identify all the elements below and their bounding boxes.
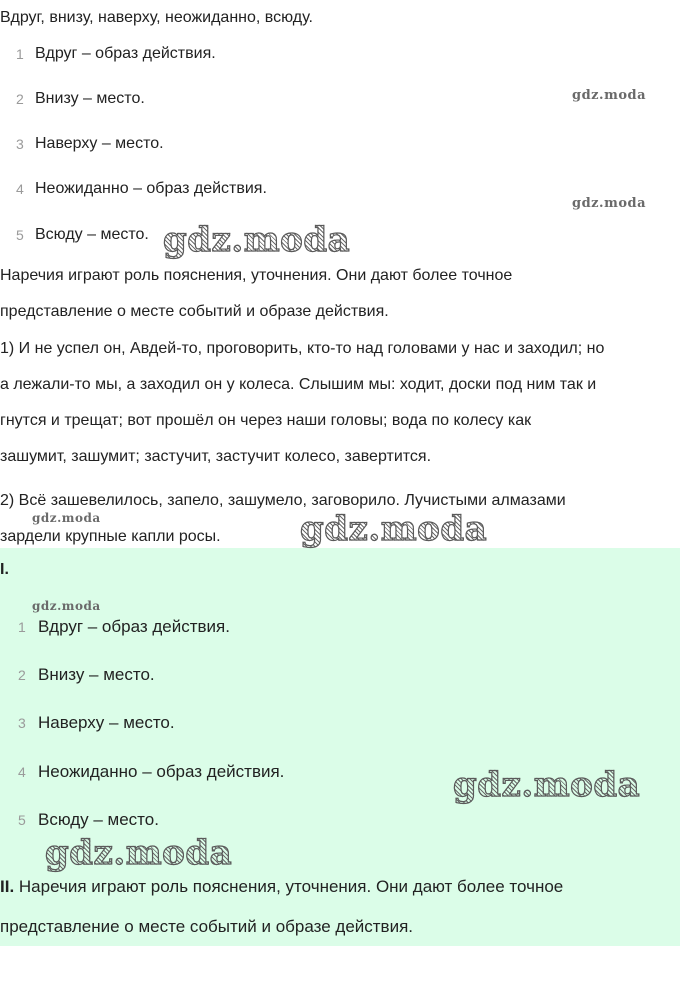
list-number: 5: [16, 227, 24, 243]
list-item-text: Неожиданно – образ действия.: [35, 180, 267, 197]
list-number: 1: [18, 619, 26, 635]
list-number: 5: [18, 812, 26, 828]
paragraph-line: 2) Всё зашевелилось, запело, зашумело, заговорило. Лучистыми алмазами: [0, 492, 566, 509]
watermark: gdz.moda: [572, 196, 647, 211]
paragraph-line: 1) И не успел он, Авдей-то, проговорить, кто-то над головами у нас и заходил; но: [0, 340, 605, 357]
paragraph-line: а лежали-то мы, а заходил он у колеса. Слышим мы: ходит, доски под ним так и: [0, 376, 597, 393]
watermark: gdz.moda: [32, 599, 101, 613]
list-item-text: Всюду – место.: [35, 226, 149, 243]
list-number: 4: [18, 764, 26, 780]
watermark: gdz.moda: [45, 833, 233, 873]
list-item-text: Наверху – место.: [38, 713, 175, 732]
watermark: gdz.moda: [163, 220, 351, 260]
paragraph-line: представление о месте событий и образе действия.: [0, 917, 414, 936]
list-item-text: Внизу – место.: [38, 665, 155, 684]
watermark: gdz.moda: [572, 88, 647, 103]
paragraph-line: представление о месте событий и образе действия.: [0, 303, 389, 320]
list-item-text: Вдруг – образ действия.: [35, 45, 216, 62]
intro-text: Вдруг, внизу, наверху, неожиданно, всюду.: [0, 9, 313, 26]
paragraph-line: зашумит, зашумит; застучит, застучит колесо, завертится.: [0, 448, 432, 465]
watermark: gdz.moda: [32, 511, 101, 525]
list-number: 3: [16, 136, 24, 152]
list-number: 1: [16, 46, 24, 62]
list-item-text: Вдруг – образ действия.: [38, 617, 230, 636]
section-number-1: I.: [0, 561, 9, 578]
paragraph-line: гнутся и трещат; вот прошёл он через наши головы; вода по колесу как: [0, 412, 532, 429]
watermark: gdz.moda: [453, 765, 641, 805]
list-number: 2: [16, 91, 24, 107]
list-number: 4: [16, 181, 24, 197]
list-item-text: Внизу – место.: [35, 90, 145, 107]
list-item-text: Неожиданно – образ действия.: [38, 762, 285, 781]
answer-block: [0, 548, 680, 946]
list-number: 3: [18, 715, 26, 731]
explanation-paragraph: [0, 258, 680, 330]
list-item-text: Всюду – место.: [38, 810, 159, 829]
example-paragraph-1: [0, 331, 680, 475]
list-item-text: Наверху – место.: [35, 135, 164, 152]
paragraph-line: Наречия играют роль пояснения, уточнения. Они дают более точное: [18, 877, 564, 896]
section-2-line-1: [0, 875, 563, 899]
list-number: 2: [18, 667, 26, 683]
watermark: gdz.moda: [300, 509, 488, 549]
section-number-2: II.: [0, 877, 15, 896]
paragraph-line: зардели крупные капли росы.: [0, 528, 221, 545]
paragraph-line: Наречия играют роль пояснения, уточнения. Они дают более точное: [0, 267, 513, 284]
